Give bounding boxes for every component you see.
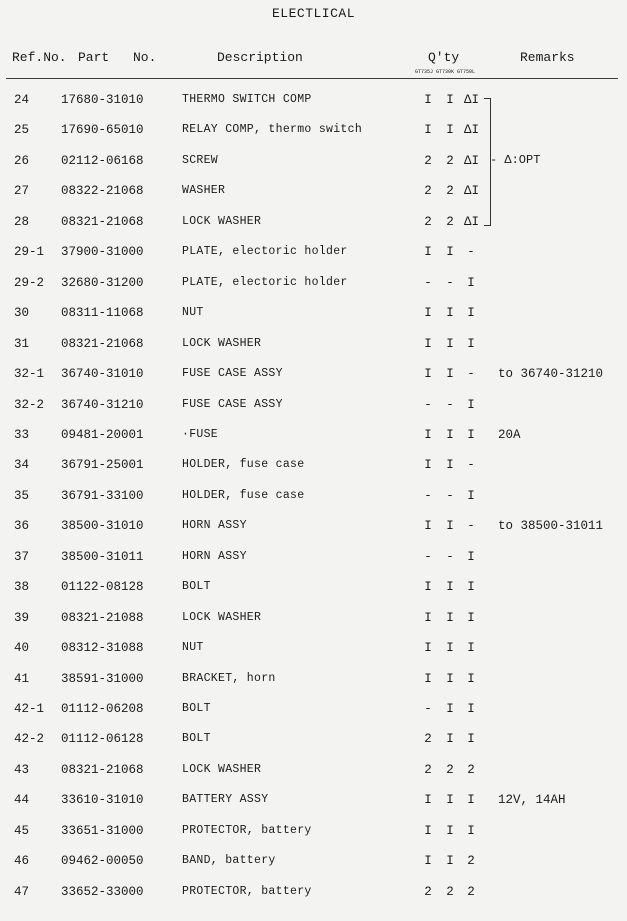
description-cell: HOLDER, fuse case xyxy=(182,488,305,502)
description-cell: HORN ASSY xyxy=(182,549,247,563)
qty-gt730k-cell: 2 xyxy=(446,184,454,199)
description-cell: RELAY COMP, thermo switch xyxy=(182,123,363,137)
qty-gt735j-cell: 2 xyxy=(424,153,432,168)
ref-no-cell: 43 xyxy=(14,762,30,777)
ref-no-cell: 42-2 xyxy=(14,732,45,747)
qty-gt735j-cell: I xyxy=(424,854,432,869)
table-row xyxy=(0,702,627,722)
description-cell: PROTECTOR, battery xyxy=(182,884,312,898)
description-cell: LOCK WASHER xyxy=(182,214,262,228)
ref-no-cell: 31 xyxy=(14,336,30,351)
qty-gt750l-cell: I xyxy=(467,671,475,686)
qty-gt730k-cell: I xyxy=(446,245,454,260)
qty-gt750l-cell: ΔI xyxy=(464,153,480,168)
table-row xyxy=(0,458,627,478)
qty-gt750l-cell: I xyxy=(467,306,475,321)
qty-gt735j-cell: I xyxy=(424,427,432,442)
part-no-cell: 01112-06208 xyxy=(61,702,144,716)
qty-gt730k-cell: - xyxy=(446,488,454,503)
part-no-cell: 08311-11068 xyxy=(61,306,144,321)
remarks-cell: to 38500-31011 xyxy=(498,519,604,534)
part-no-cell: 32680-31200 xyxy=(61,275,144,290)
part-no-cell: 17680-31010 xyxy=(61,93,144,107)
part-no-cell: 36791-25001 xyxy=(61,458,144,473)
ref-no-cell: 26 xyxy=(14,153,30,168)
ref-no-cell: 30 xyxy=(14,306,30,321)
qty-gt750l-cell: I xyxy=(467,823,475,838)
ref-no-cell: 33 xyxy=(14,427,30,442)
ref-no-cell: 25 xyxy=(14,123,30,138)
qty-gt730k-cell: 2 xyxy=(446,762,454,777)
description-cell: ·FUSE xyxy=(182,427,219,441)
part-no-cell: 01122-08128 xyxy=(61,580,144,595)
description-cell: PLATE, electoric holder xyxy=(182,275,348,289)
qty-gt735j-cell: I xyxy=(424,123,432,138)
table-row xyxy=(0,489,627,509)
ref-no-cell: 35 xyxy=(14,488,30,503)
header-qty: Q'ty xyxy=(428,50,460,65)
ref-no-cell: 38 xyxy=(14,580,30,595)
description-cell: FUSE CASE ASSY xyxy=(182,397,283,411)
qty-gt735j-cell: I xyxy=(424,367,432,382)
qty-gt750l-cell: I xyxy=(467,549,475,564)
description-cell: BOLT xyxy=(182,580,211,594)
part-no-cell: 01112-06128 xyxy=(61,732,144,747)
header-divider xyxy=(6,78,618,79)
table-row xyxy=(0,854,627,874)
description-cell: LOCK WASHER xyxy=(182,336,262,350)
qty-gt750l-cell: I xyxy=(467,336,475,351)
qty-gt750l-cell: I xyxy=(467,275,475,290)
ref-no-cell: 32-1 xyxy=(14,367,45,382)
table-row xyxy=(0,215,627,235)
part-no-cell: 08321-21088 xyxy=(61,610,144,625)
part-no-cell: 33651-31000 xyxy=(61,823,144,838)
qty-gt750l-cell: I xyxy=(467,397,475,412)
ref-no-cell: 42-1 xyxy=(14,702,45,716)
ref-no-cell: 36 xyxy=(14,519,30,534)
ref-no-cell: 45 xyxy=(14,823,30,838)
qty-gt730k-cell: I xyxy=(446,336,454,351)
description-cell: HOLDER, fuse case xyxy=(182,458,305,472)
description-cell: BOLT xyxy=(182,732,211,746)
ref-no-cell: 46 xyxy=(14,854,30,869)
qty-gt735j-cell: I xyxy=(424,336,432,351)
qty-gt750l-cell: I xyxy=(467,488,475,503)
table-row xyxy=(0,428,627,448)
qty-gt750l-cell: I xyxy=(467,580,475,595)
header-part: Part xyxy=(78,50,110,65)
qty-gt735j-cell: I xyxy=(424,93,432,107)
qty-gt730k-cell: - xyxy=(446,397,454,412)
part-no-cell: 38500-31011 xyxy=(61,549,144,564)
part-no-cell: 36740-31210 xyxy=(61,397,144,412)
qty-gt730k-cell: I xyxy=(446,580,454,595)
qty-gt735j-cell: 2 xyxy=(424,762,432,777)
qty-gt735j-cell: - xyxy=(424,275,432,290)
qty-gt730k-cell: 2 xyxy=(446,153,454,168)
part-no-cell: 36791-33100 xyxy=(61,488,144,503)
qty-gt750l-cell: 2 xyxy=(467,854,475,869)
qty-gt730k-cell: I xyxy=(446,854,454,869)
part-no-cell: 17690-65010 xyxy=(61,123,144,138)
qty-gt735j-cell: I xyxy=(424,458,432,473)
qty-gt730k-cell: I xyxy=(446,732,454,747)
table-row xyxy=(0,611,627,631)
table-row xyxy=(0,885,627,905)
ref-no-cell: 27 xyxy=(14,184,30,199)
header-remarks: Remarks xyxy=(520,50,575,65)
qty-gt750l-cell: - xyxy=(467,458,475,473)
table-row xyxy=(0,824,627,844)
remarks-cell: 12V, 14AH xyxy=(498,793,566,808)
part-no-cell: 02112-06168 xyxy=(61,153,144,168)
ref-no-cell: 29-1 xyxy=(14,245,45,260)
qty-gt750l-cell: I xyxy=(467,641,475,656)
qty-gt730k-cell: I xyxy=(446,123,454,138)
qty-gt735j-cell: 2 xyxy=(424,184,432,199)
part-no-cell: 33652-33000 xyxy=(61,884,144,899)
table-row xyxy=(0,337,627,357)
ref-no-cell: 47 xyxy=(14,884,30,899)
ref-no-cell: 41 xyxy=(14,671,30,686)
qty-gt750l-cell: I xyxy=(467,427,475,442)
qty-gt735j-cell: I xyxy=(424,671,432,686)
page-title: ELECTLICAL xyxy=(271,6,355,21)
part-no-cell: 37900-31000 xyxy=(61,245,144,260)
table-row xyxy=(0,763,627,783)
qty-gt730k-cell: I xyxy=(446,519,454,534)
qty-gt735j-cell: I xyxy=(424,793,432,808)
qty-gt750l-cell: 2 xyxy=(467,762,475,777)
qty-gt730k-cell: I xyxy=(446,610,454,625)
qty-gt730k-cell: I xyxy=(446,367,454,382)
qty-gt735j-cell: I xyxy=(424,245,432,260)
table-row xyxy=(0,672,627,692)
table-row xyxy=(0,245,627,265)
description-cell: BATTERY ASSY xyxy=(182,793,269,807)
part-no-cell: 08321-21068 xyxy=(61,762,144,777)
qty-gt735j-cell: 2 xyxy=(424,884,432,899)
remarks-cell: to 36740-31210 xyxy=(498,367,604,382)
part-no-cell: 08321-21068 xyxy=(61,214,144,229)
qty-gt750l-cell: I xyxy=(467,610,475,625)
ref-no-cell: 29-2 xyxy=(14,275,45,290)
description-cell: BAND, battery xyxy=(182,854,276,868)
qty-gt730k-cell: 2 xyxy=(446,214,454,229)
table-row xyxy=(0,641,627,661)
qty-gt750l-cell: 2 xyxy=(467,884,475,899)
ref-no-cell: 24 xyxy=(14,93,30,107)
description-cell: HORN ASSY xyxy=(182,519,247,533)
description-cell: WASHER xyxy=(182,184,226,198)
table-row xyxy=(0,367,627,387)
qty-gt735j-cell: I xyxy=(424,519,432,534)
table-row xyxy=(0,732,627,752)
description-cell: NUT xyxy=(182,306,204,320)
table-row xyxy=(0,793,627,813)
description-cell: BOLT xyxy=(182,702,211,715)
qty-gt735j-cell: - xyxy=(424,702,432,716)
description-cell: LOCK WASHER xyxy=(182,762,262,776)
qty-gt735j-cell: - xyxy=(424,488,432,503)
ref-no-cell: 37 xyxy=(14,549,30,564)
qty-gt730k-cell: I xyxy=(446,306,454,321)
part-no-cell: 08322-21068 xyxy=(61,184,144,199)
header-ref-no: Ref.No. xyxy=(12,50,67,65)
ref-no-cell: 32-2 xyxy=(14,397,45,412)
table-row xyxy=(0,519,627,539)
table-row xyxy=(0,123,627,143)
qty-gt735j-cell: 2 xyxy=(424,732,432,747)
qty-gt735j-cell: I xyxy=(424,580,432,595)
description-cell: SCREW xyxy=(182,153,219,167)
qty-gt750l-cell: - xyxy=(467,245,475,260)
qty-gt730k-cell: I xyxy=(446,702,454,716)
qty-gt730k-cell: - xyxy=(446,275,454,290)
qty-gt750l-cell: - xyxy=(467,519,475,534)
part-no-cell: 38591-31000 xyxy=(61,671,144,686)
qty-gt750l-cell: I xyxy=(467,732,475,747)
qty-gt750l-cell: ΔI xyxy=(464,123,480,138)
description-cell: NUT xyxy=(182,641,204,655)
remarks-cell: 20A xyxy=(498,427,521,442)
qty-gt750l-cell: ΔI xyxy=(464,214,480,229)
part-no-cell: 09462-00050 xyxy=(61,854,144,869)
qty-gt730k-cell: I xyxy=(446,641,454,656)
qty-gt750l-cell: I xyxy=(467,702,475,716)
qty-gt735j-cell: - xyxy=(424,397,432,412)
qty-gt730k-cell: I xyxy=(446,93,454,107)
part-no-cell: 08312-31088 xyxy=(61,641,144,656)
ref-no-cell: 28 xyxy=(14,214,30,229)
qty-gt750l-cell: I xyxy=(467,793,475,808)
table-row xyxy=(0,276,627,296)
qty-gt735j-cell: I xyxy=(424,641,432,656)
table-row xyxy=(0,184,627,204)
description-cell: PROTECTOR, battery xyxy=(182,823,312,837)
qty-gt730k-cell: I xyxy=(446,671,454,686)
table-row xyxy=(0,93,627,113)
qty-gt730k-cell: - xyxy=(446,549,454,564)
table-row xyxy=(0,550,627,570)
table-row xyxy=(0,306,627,326)
qty-gt730k-cell: I xyxy=(446,458,454,473)
qty-gt730k-cell: I xyxy=(446,427,454,442)
qty-gt735j-cell: I xyxy=(424,306,432,321)
part-no-cell: 33610-31010 xyxy=(61,793,144,808)
ref-no-cell: 39 xyxy=(14,610,30,625)
description-cell: LOCK WASHER xyxy=(182,610,262,624)
qty-gt730k-cell: I xyxy=(446,793,454,808)
description-cell: PLATE, electoric holder xyxy=(182,245,348,259)
qty-gt735j-cell: I xyxy=(424,823,432,838)
header-models: GT735J GT730K GT750L xyxy=(415,69,476,75)
qty-gt750l-cell: ΔI xyxy=(464,93,480,107)
qty-gt750l-cell: - xyxy=(467,367,475,382)
header-no: No. xyxy=(133,50,157,65)
header-description: Description xyxy=(217,50,303,65)
ref-no-cell: 40 xyxy=(14,641,30,656)
part-no-cell: 36740-31010 xyxy=(61,367,144,382)
table-row xyxy=(0,580,627,600)
description-cell: BRACKET, horn xyxy=(182,671,276,685)
qty-gt730k-cell: 2 xyxy=(446,884,454,899)
ref-no-cell: 44 xyxy=(14,793,30,808)
option-note: - Δ:OPT xyxy=(490,153,541,167)
qty-gt735j-cell: 2 xyxy=(424,214,432,229)
ref-no-cell: 34 xyxy=(14,458,30,473)
description-cell: THERMO SWITCH COMP xyxy=(182,93,312,106)
table-row xyxy=(0,398,627,418)
part-no-cell: 38500-31010 xyxy=(61,519,144,534)
qty-gt735j-cell: - xyxy=(424,549,432,564)
part-no-cell: 09481-20001 xyxy=(61,427,144,442)
qty-gt735j-cell: I xyxy=(424,610,432,625)
qty-gt750l-cell: ΔI xyxy=(464,184,480,199)
qty-gt730k-cell: I xyxy=(446,823,454,838)
part-no-cell: 08321-21068 xyxy=(61,336,144,351)
description-cell: FUSE CASE ASSY xyxy=(182,367,283,381)
